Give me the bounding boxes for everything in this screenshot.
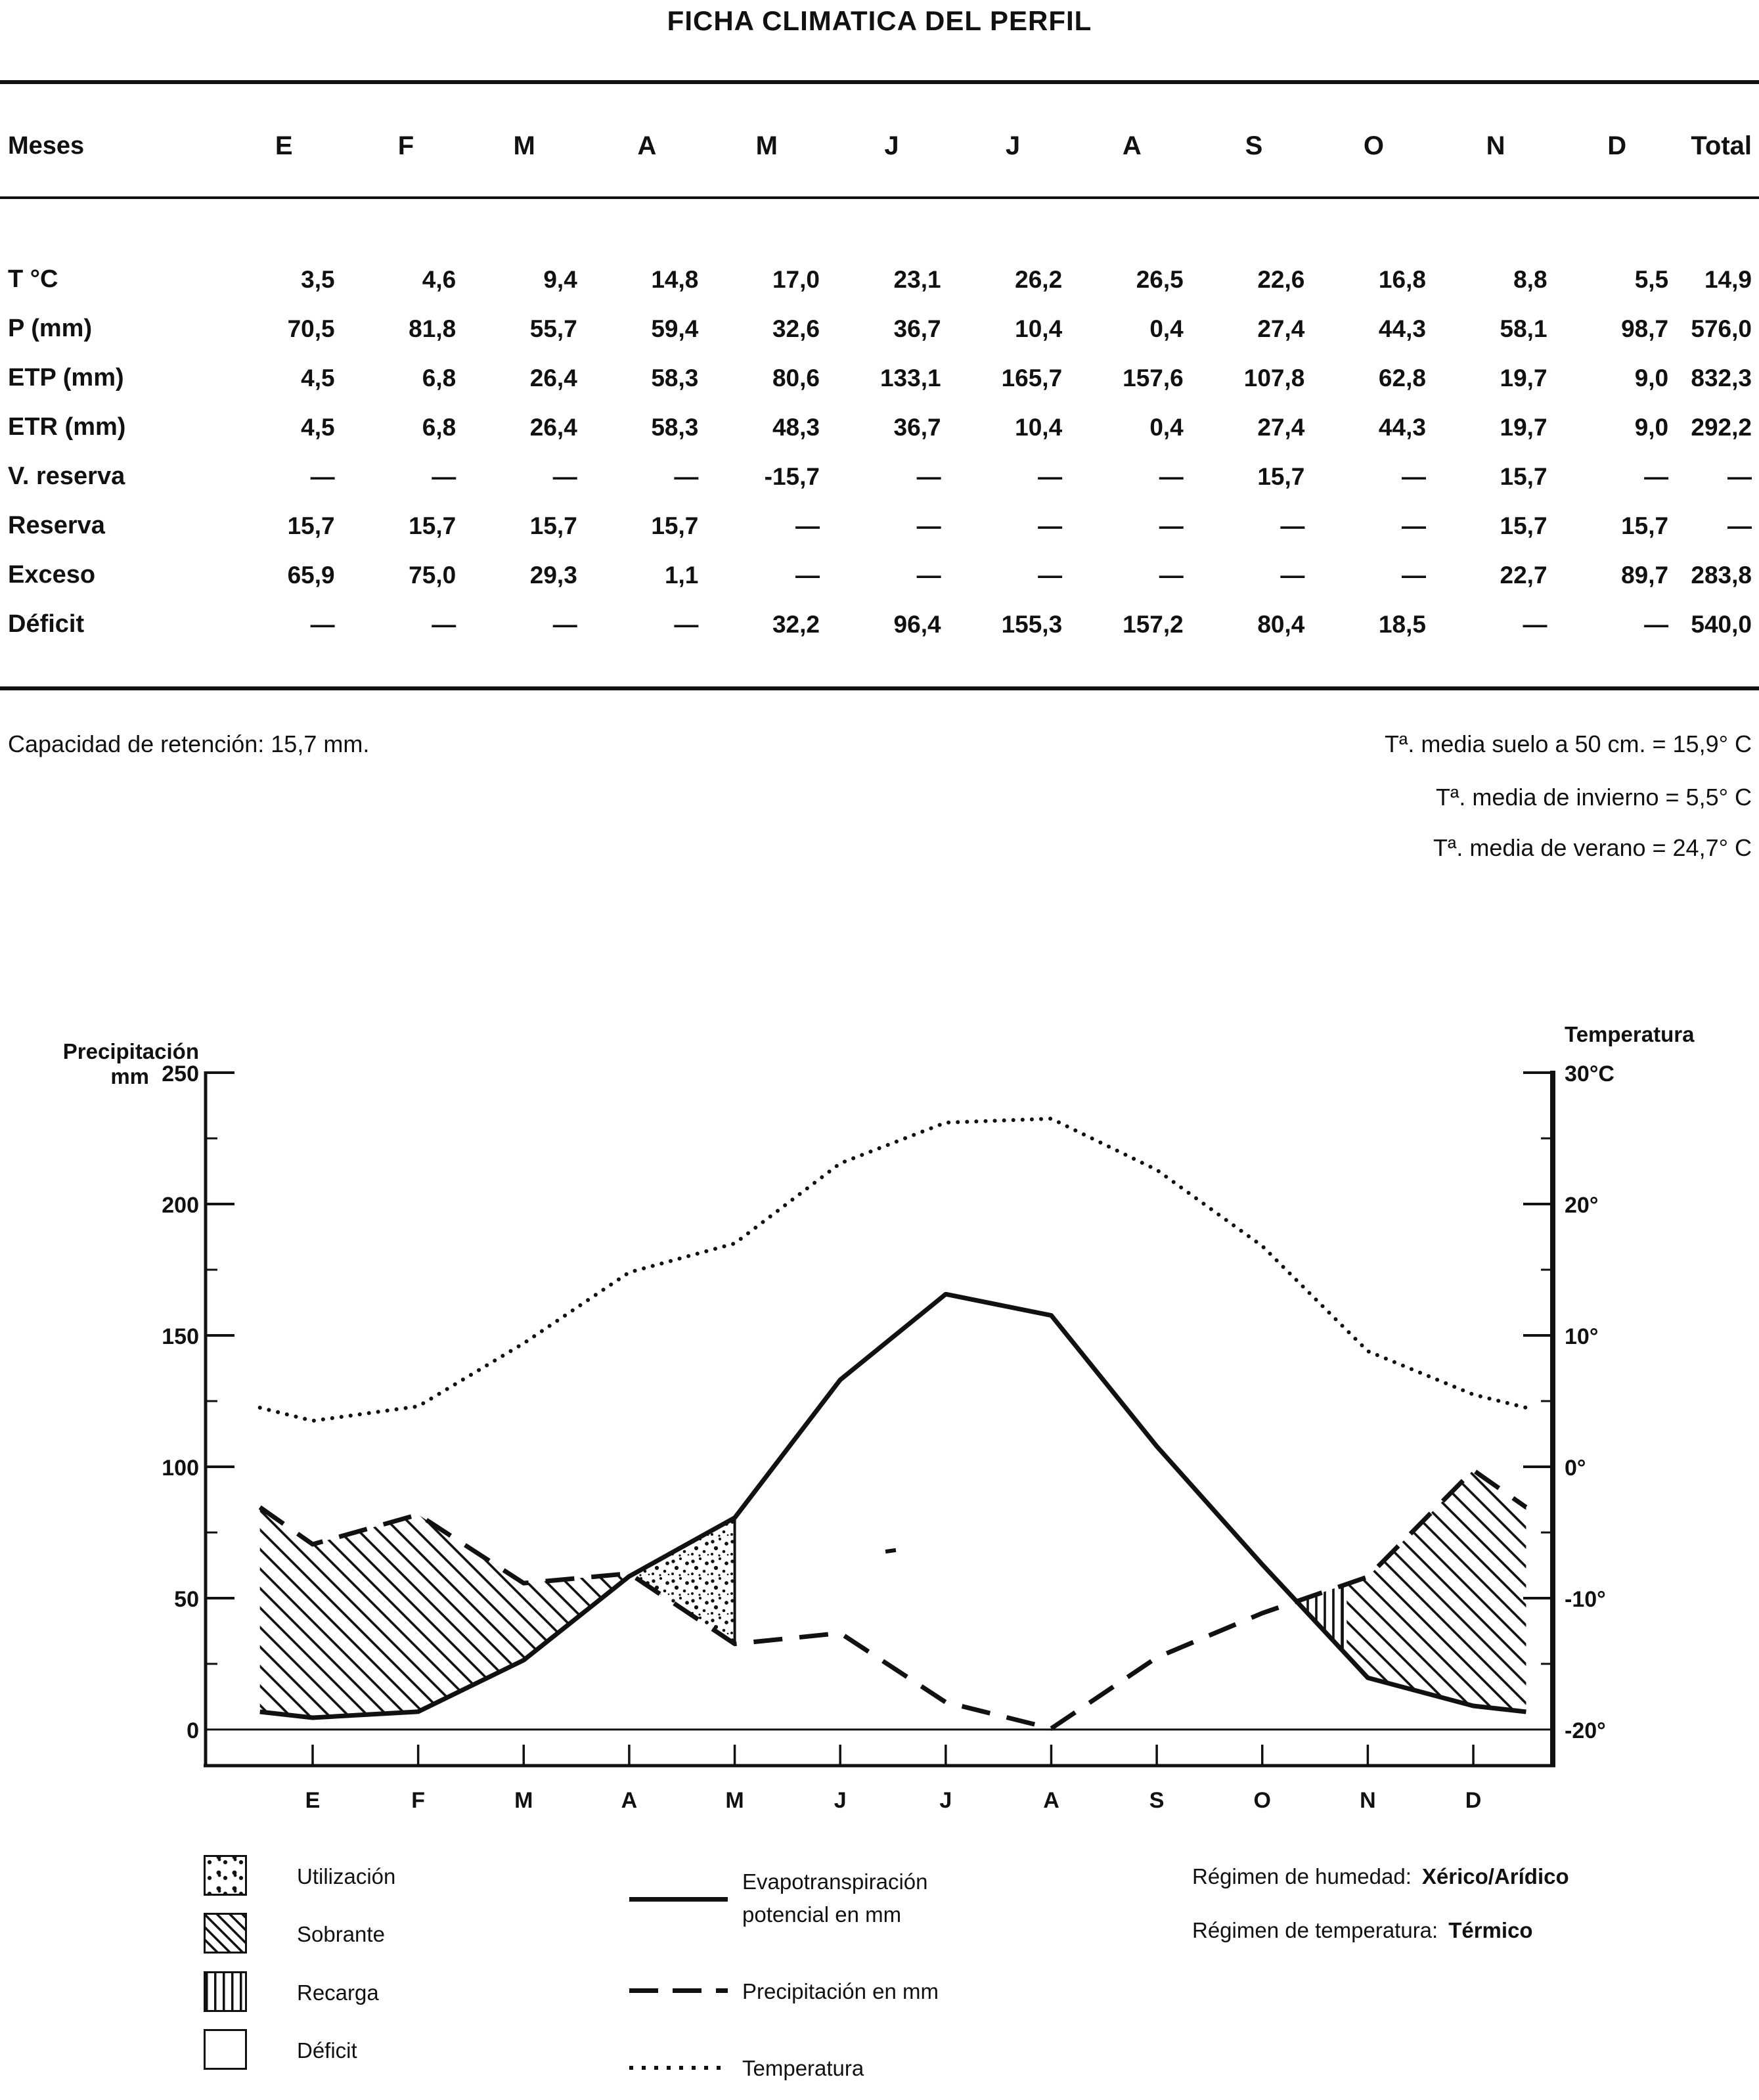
- cell-value: 107,8: [1243, 364, 1305, 391]
- cell-value: 48,3: [772, 413, 820, 441]
- row-total: 283,8: [1691, 561, 1752, 589]
- temperature-line: [260, 1119, 1526, 1421]
- cell-value: —: [1038, 561, 1063, 589]
- cell-value: —: [432, 610, 456, 638]
- utilizacion-area: [632, 1518, 735, 1644]
- cell-value: 98,7: [1621, 315, 1669, 342]
- cell-value: 17,0: [772, 265, 820, 293]
- total-column-header: Total: [1691, 131, 1752, 160]
- cell-value: 9,0: [1634, 364, 1669, 391]
- row-label: ETP (mm): [8, 364, 124, 391]
- cell-value: —: [1280, 512, 1305, 539]
- cell-value: 3,5: [301, 265, 335, 293]
- recarga-swatch: [204, 1971, 247, 2012]
- cell-value: 58,3: [651, 364, 699, 391]
- cell-value: 36,7: [893, 413, 941, 441]
- month-label: N: [1360, 1788, 1376, 1813]
- y-left-tick-label: 100: [162, 1456, 199, 1481]
- cell-value: 14,8: [651, 265, 699, 293]
- cell-value: 165,7: [1001, 364, 1063, 391]
- month-label: M: [725, 1788, 744, 1813]
- cell-value: 18,5: [1378, 610, 1426, 638]
- cell-value: 15,7: [287, 512, 335, 539]
- cell-value: —: [1159, 462, 1184, 490]
- cell-value: —: [552, 462, 577, 490]
- sobrante-area-winter: [260, 1508, 632, 1718]
- cell-value: 26,4: [529, 413, 577, 441]
- cell-value: —: [1644, 610, 1669, 638]
- row-label: P (mm): [8, 315, 93, 342]
- month-label: J: [939, 1788, 952, 1813]
- cell-value: 19,7: [1500, 364, 1547, 391]
- cell-value: —: [674, 610, 699, 638]
- cell-value: —: [1280, 561, 1305, 589]
- month-label: D: [1465, 1788, 1482, 1813]
- cell-value: 29,3: [529, 561, 577, 589]
- cell-value: 9,0: [1634, 413, 1669, 441]
- y-left-tick-label: 50: [174, 1587, 199, 1612]
- sobrante-swatch: [204, 1913, 247, 1954]
- cell-value: 157,2: [1123, 610, 1184, 638]
- recarga-legend-label: Recarga: [297, 1980, 379, 2005]
- climate-table-body: [8, 255, 1752, 649]
- cell-value: 26,4: [529, 364, 577, 391]
- humidity-regime-label: Régimen de humedad:: [1192, 1864, 1412, 1888]
- cell-value: 58,3: [651, 413, 699, 441]
- cell-value: 58,1: [1500, 315, 1547, 342]
- cell-value: 27,4: [1257, 315, 1305, 342]
- y-left-axis-title: Precipitación: [62, 1039, 199, 1063]
- humidity-regime: [1192, 1864, 1569, 1889]
- cell-value: 15,7: [529, 512, 577, 539]
- cell-value: 5,5: [1634, 265, 1669, 293]
- y-left-axis-unit: mm: [110, 1064, 149, 1088]
- row-total: 292,2: [1691, 413, 1752, 441]
- cell-value: —: [674, 462, 699, 490]
- y-right-tick-label: 0°: [1565, 1456, 1586, 1481]
- cell-value: 4,6: [422, 265, 456, 293]
- cell-value: 75,0: [409, 561, 456, 589]
- cell-value: 81,8: [409, 315, 456, 342]
- cell-value: —: [795, 561, 820, 589]
- month-label: A: [621, 1788, 638, 1813]
- table-row: [8, 452, 1752, 501]
- month-header-5: J: [884, 131, 899, 160]
- y-left-tick-label: 200: [162, 1193, 199, 1218]
- cell-value: 15,7: [409, 512, 456, 539]
- cell-value: 15,7: [1500, 462, 1547, 490]
- cell-value: 44,3: [1378, 413, 1426, 441]
- row-label: V. reserva: [8, 462, 125, 490]
- cell-value: —: [310, 610, 335, 638]
- cell-value: 16,8: [1378, 265, 1426, 293]
- month-header-3: A: [637, 131, 657, 160]
- month-label: M: [514, 1788, 533, 1813]
- horizontal-rule-top: [0, 80, 1759, 84]
- cell-value: 9,4: [543, 265, 577, 293]
- cell-value: —: [916, 512, 941, 539]
- utilizacion-swatch: [204, 1855, 247, 1896]
- row-total: 14,9: [1704, 265, 1752, 293]
- cell-value: 10,4: [1015, 413, 1063, 441]
- cell-value: —: [1644, 462, 1669, 490]
- etp-legend-label-line1: Evapotranspiración: [742, 1869, 928, 1894]
- cell-value: 44,3: [1378, 315, 1426, 342]
- months-column-header: Meses: [8, 131, 85, 160]
- month-label: O: [1253, 1788, 1271, 1813]
- temperature-regime: [1192, 1918, 1533, 1943]
- cell-value: 22,6: [1257, 265, 1305, 293]
- month-header-10: N: [1486, 131, 1505, 160]
- cell-value: —: [1159, 561, 1184, 589]
- cell-value: —: [1159, 512, 1184, 539]
- cell-value: 6,8: [422, 413, 456, 441]
- month-header-0: E: [275, 131, 293, 160]
- cell-value: 4,5: [301, 364, 335, 391]
- summer-temp-note: Tª. media de verano = 24,7° C: [1433, 834, 1752, 861]
- y-left-tick-label: 150: [162, 1324, 199, 1349]
- utilizacion-legend-label: Utilización: [297, 1864, 396, 1888]
- month-header-8: S: [1245, 131, 1263, 160]
- row-label: Reserva: [8, 512, 105, 539]
- table-header-row: [8, 126, 1752, 166]
- cell-value: 89,7: [1621, 561, 1669, 589]
- table-row: [8, 600, 1752, 649]
- cell-value: —: [1401, 561, 1426, 589]
- cell-value: 27,4: [1257, 413, 1305, 441]
- month-header-4: M: [755, 131, 778, 160]
- cell-value: 0,4: [1149, 315, 1184, 342]
- cell-value: 10,4: [1015, 315, 1063, 342]
- month-header-9: O: [1363, 131, 1384, 160]
- y-right-tick-label: -20°: [1565, 1718, 1606, 1743]
- cell-value: 80,4: [1257, 610, 1305, 638]
- month-label: S: [1149, 1788, 1165, 1813]
- row-label: T °C: [8, 265, 58, 293]
- cell-value: 23,1: [893, 265, 941, 293]
- y-right-tick-label: 10°: [1565, 1324, 1599, 1349]
- table-row: [8, 304, 1752, 353]
- y-left-tick-label: 0: [187, 1718, 199, 1743]
- cell-value: 15,7: [1257, 462, 1305, 490]
- etp-legend-label: [742, 1865, 928, 1931]
- temp-legend-label: Temperatura: [742, 2056, 864, 2080]
- cell-value: 32,6: [772, 315, 820, 342]
- month-label: J: [834, 1788, 847, 1813]
- cell-value: 55,7: [529, 315, 577, 342]
- cell-value: 22,7: [1500, 561, 1547, 589]
- cell-value: 4,5: [301, 413, 335, 441]
- cell-value: 1,1: [664, 561, 699, 589]
- cell-value: —: [1038, 462, 1063, 490]
- cell-value: —: [795, 512, 820, 539]
- humidity-regime-value: Xérico/Arídico: [1421, 1864, 1569, 1888]
- cell-value: 26,2: [1015, 265, 1063, 293]
- deficit-legend-label: Déficit: [297, 2038, 357, 2063]
- dotted-line-swatch: [629, 2066, 728, 2070]
- cell-value: —: [916, 561, 941, 589]
- cell-value: 15,7: [1500, 512, 1547, 539]
- cell-value: 36,7: [893, 315, 941, 342]
- cell-value: —: [916, 462, 941, 490]
- horizontal-rule-bottom: [0, 686, 1759, 690]
- deficit-swatch: [204, 2029, 247, 2070]
- cell-value: —: [310, 462, 335, 490]
- month-header-7: A: [1122, 131, 1142, 160]
- temperature-regime-value: Térmico: [1448, 1918, 1533, 1942]
- page-title: FICHA CLIMATICA DEL PERFIL: [667, 5, 1092, 36]
- month-header-11: D: [1607, 131, 1627, 160]
- cell-value: —: [552, 610, 577, 638]
- month-label: F: [411, 1788, 426, 1813]
- sobrante-area-autumn: [1347, 1470, 1526, 1712]
- cell-value: 80,6: [772, 364, 820, 391]
- cell-value: —: [432, 462, 456, 490]
- cell-value: 59,4: [651, 315, 699, 342]
- cell-value: 19,7: [1500, 413, 1547, 441]
- row-total: 540,0: [1691, 610, 1752, 638]
- cell-value: 96,4: [893, 610, 941, 638]
- cell-value: 0,4: [1149, 413, 1184, 441]
- solid-line-swatch: [629, 1897, 728, 1902]
- precip-legend-label: Precipitación en mm: [742, 1979, 939, 2003]
- y-left-tick-label: 250: [162, 1061, 199, 1086]
- cell-value: —: [1038, 512, 1063, 539]
- temperature-regime-label: Régimen de temperatura:: [1192, 1918, 1438, 1942]
- month-label: A: [1043, 1788, 1059, 1813]
- row-total: 576,0: [1691, 315, 1752, 342]
- table-row: [8, 403, 1752, 452]
- table-row: [8, 255, 1752, 304]
- sobrante-legend-label: Sobrante: [297, 1922, 385, 1946]
- cell-value: 133,1: [880, 364, 941, 391]
- row-total: —: [1727, 462, 1752, 490]
- row-label: Déficit: [8, 610, 85, 638]
- retention-capacity-note: Capacidad de retención: 15,7 mm.: [8, 730, 370, 757]
- cell-value: —: [1401, 462, 1426, 490]
- cell-value: 26,5: [1136, 265, 1184, 293]
- table-row: [8, 501, 1752, 550]
- cell-value: 15,7: [1621, 512, 1669, 539]
- y-right-axis-title: Temperatura: [1565, 1022, 1695, 1046]
- row-total: —: [1727, 512, 1752, 539]
- cell-value: —: [1523, 610, 1547, 638]
- table-row: [8, 550, 1752, 600]
- y-right-tick-label: -10°: [1565, 1587, 1606, 1612]
- cell-value: -15,7: [764, 462, 820, 490]
- row-total: 832,3: [1691, 364, 1752, 391]
- cell-value: 32,2: [772, 610, 820, 638]
- cell-value: 155,3: [1001, 610, 1063, 638]
- winter-temp-note: Tª. media de invierno = 5,5° C: [1436, 784, 1752, 811]
- y-right-tick-label: 20°: [1565, 1193, 1599, 1218]
- cell-value: 62,8: [1378, 364, 1426, 391]
- cell-value: 70,5: [287, 315, 335, 342]
- cell-value: 65,9: [287, 561, 335, 589]
- cell-value: 6,8: [422, 364, 456, 391]
- soil-temp-note: Tª. media suelo a 50 cm. = 15,9° C: [1385, 730, 1752, 757]
- month-label: E: [305, 1788, 321, 1813]
- row-label: Exceso: [8, 561, 96, 589]
- print-artifact: [885, 1548, 897, 1553]
- y-right-tick-label: 30°C: [1565, 1061, 1614, 1086]
- cell-value: 157,6: [1123, 364, 1184, 391]
- month-header-2: M: [513, 131, 535, 160]
- horizontal-rule-header: [0, 196, 1759, 199]
- cell-value: 8,8: [1513, 265, 1547, 293]
- table-row: [8, 353, 1752, 403]
- month-header-1: F: [397, 131, 414, 160]
- etp-legend-label-line2: potencial en mm: [742, 1902, 902, 1927]
- cell-value: —: [1401, 512, 1426, 539]
- row-label: ETR (mm): [8, 413, 126, 441]
- dashed-line-swatch: [629, 1988, 728, 1993]
- cell-value: 15,7: [651, 512, 699, 539]
- month-header-6: J: [1005, 131, 1021, 160]
